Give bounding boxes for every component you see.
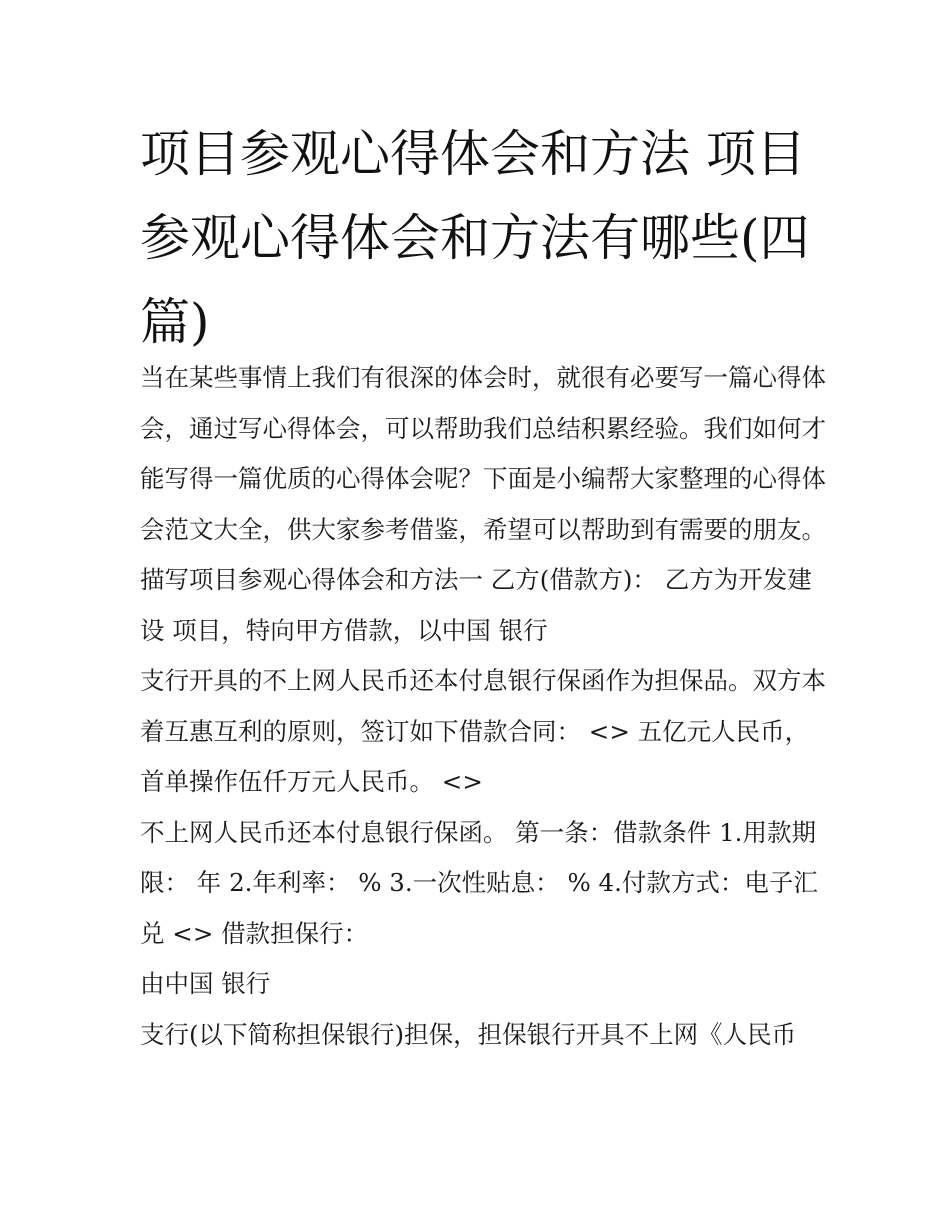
paragraph-bank: 由中国 银行 xyxy=(140,969,271,998)
paragraph-guarantee: 支行开具的不上网人民币还本付息银行保函作为担保品。双方本着互惠互利的原则，签订如下借款合同： <> 五亿元人民币，首单操作伍仟万元人民币。 <> xyxy=(140,666,826,796)
paragraph-loan-terms: 不上网人民币还本付息银行保函。 第一条：借款条件 1.用款期限： 年 2.年利率： % 3.一次性贴息： % 4.付款方式：电子汇兑 <> 借款担保行： xyxy=(140,817,818,948)
document-title: 项目参观心得体会和方法 项目参观心得体会和方法有哪些(四篇) xyxy=(140,125,810,351)
paragraph-branch: 支行(以下简称担保银行)担保，担保银行开具不上网《人民币 xyxy=(140,1019,797,1049)
paragraph-method-one: 描写项目参观心得体会和方法一 乙方(借款方)： 乙方为开发建设 项目，特向甲方借款，以中国 银行 xyxy=(140,565,812,645)
paragraph-intro: 当在某些事情上我们有很深的体会时，就很有必要写一篇心得体会，通过写心得体会，可以帮助我们总结积累经验。我们如何才能写得一篇优质的心得体会呢？下面是小编帮大家整理的心得体会范文大全，供大家参考借鉴，希望可以帮助到有需要的朋友。 xyxy=(140,363,826,544)
document-body xyxy=(140,353,830,1060)
